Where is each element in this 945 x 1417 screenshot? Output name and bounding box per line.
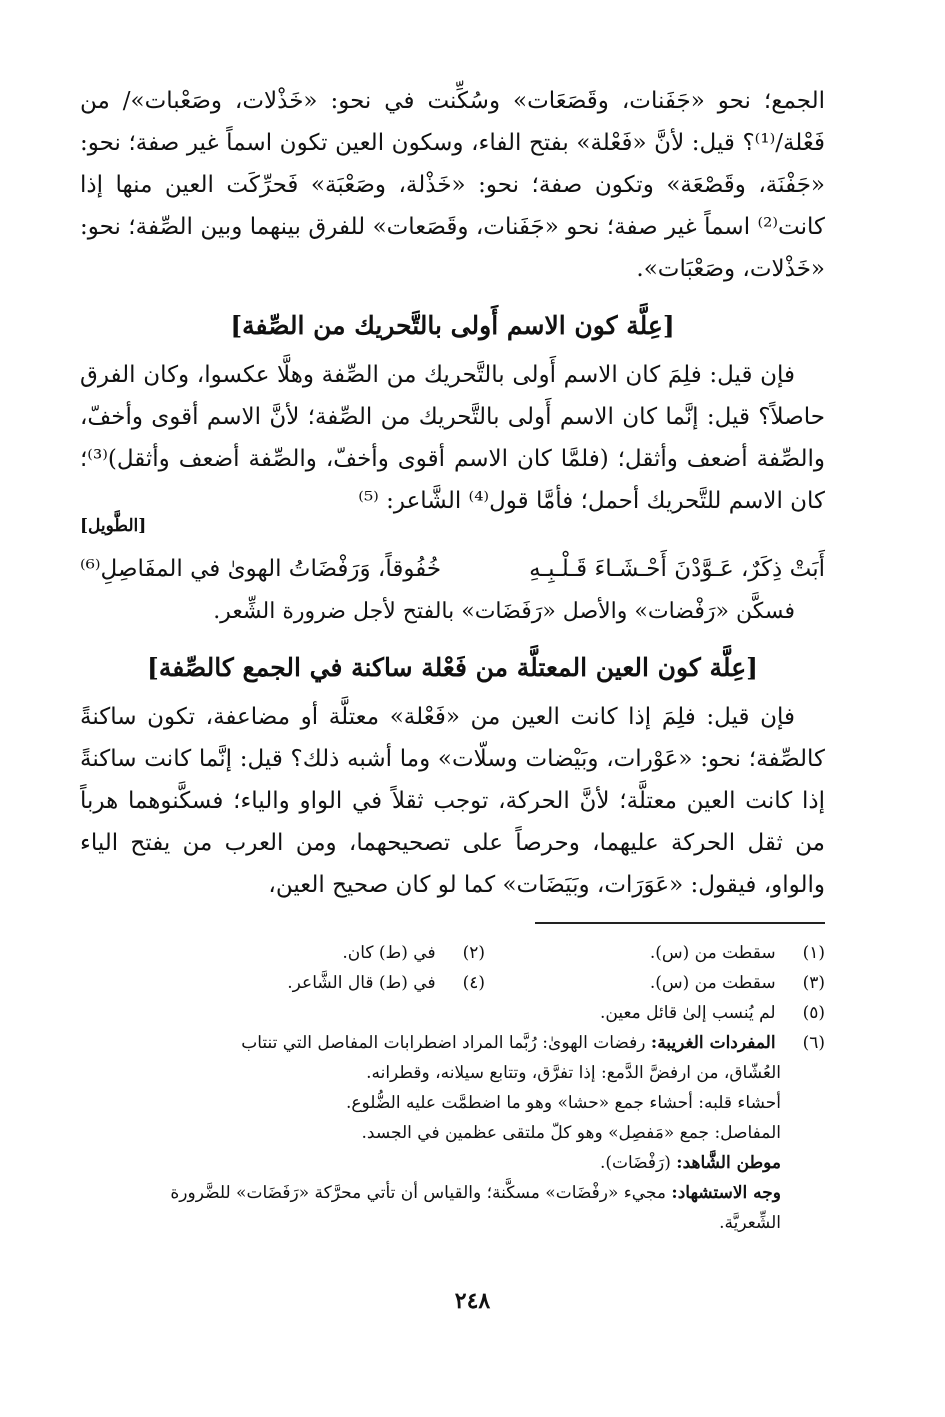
footnote-6-reason-line-2: الشِّعريَّة.	[719, 1213, 781, 1233]
witness-label: موطن الشَّاهد:	[676, 1153, 781, 1173]
footnote-3	[485, 968, 825, 998]
footnote-6-line-3: أحشاء قلبه: أحشاء جمع «حشا» وهو ما اضطمَّت عليه الضُّلوع.	[345, 1093, 781, 1113]
paragraph-2	[80, 354, 825, 522]
section-heading-1: [عِلَّة كون الاسم أَولى بالتَّحريك من الصِّفة]	[230, 311, 675, 340]
footnote-1	[485, 938, 825, 968]
reason-label: وجه الاستشهاد:	[671, 1183, 781, 1203]
footnote-text: رفضات الهوىٰ: رُبَّما المراد اضطرابات المفاصل التي تنتاب	[241, 1033, 646, 1053]
footnote-text: سقطت من (س).	[649, 943, 776, 963]
paragraph-3: فسكَّن «رَفْضات» والأصل «رَفَضَات» بالفتح لأجل ضرورة الشِّعر.	[213, 599, 795, 624]
verse-first-half: أَبَتْ ذِكَرٌ، عَـوَّدْنَ أَحْـشَـاءَ قَـلْـبِـهِ	[529, 556, 825, 582]
footnote-text: سقطت من (س).	[649, 973, 776, 993]
reason-text: مجيء «رفْضَات» مسكَّنة؛ والقياس أن تأتي محرَّكة «رَفَضَات» للضَّرورة	[170, 1183, 667, 1203]
footnote-number: (٤)	[462, 973, 485, 993]
footnote-6	[80, 1028, 825, 1238]
footnote-5	[80, 998, 825, 1028]
footnote-text: في (ط) قال الشَّاعر.	[287, 973, 436, 993]
footnote-label: المفردات الغريبة:	[650, 1033, 776, 1053]
footnote-number: (٥)	[802, 1003, 825, 1023]
footnote-number: (١)	[802, 943, 825, 963]
footnote-number: (٢)	[462, 943, 485, 963]
paragraph-4	[80, 696, 825, 906]
footnote-6-reason	[80, 1178, 825, 1208]
paragraph-1: الجمع؛ نحو «جَفَنات، وقَصَعَات» وسُكِّنت في نحو: «خَذْلات، وصَعْبات»/ من فَعْلة/⁽¹⁾؟ قيل: لأنَّ «فَعْلة» بفتح الفاء، وسكون العين تكون اسماً غير صفة؛ نحو: «جَفْنَة، وقَصْعَة» وتكون صفة؛ نحو: «خَذْلة، وصَعْبَة» فَحرِّكَت العين منها إذا كانت⁽²⁾ اسماً غير صفة؛ نحو «جَفَنات، وقَصَعات» للفرق بينهما وبين الصِّفة؛ نحو: «خَذْلات، وصَعْبَات».	[80, 88, 825, 282]
poetic-meter-label: [الطَّويل]	[80, 516, 147, 536]
paragraph-4-text: فإن قيل: فلِمَ إذا كانت العين من «فَعْلة» معتلَّة أو مضاعفة، تكون ساكنةً كالصِّفة؛ نحو: «عَوْرات، وبَيْضات وسلّات» وما أشبه ذلك؟ قيل: إنَّما كانت ساكنةً إذا كانت العين معتلَّة؛ لأنَّ الحركة، توجب ثقلاً في الواو والياء؛ فسكَّنوهما هرباً من ثقل الحركة عليهما، وحرصاً على تصحيحهما، ومن العرب من يفتح الياء والواو، فيقول: «عَوَرَات، وبَيَضَات» كما لو كان صحيح العين،	[80, 704, 825, 898]
footnote-text: في (ط) كان.	[342, 943, 436, 963]
footnote-separator	[535, 922, 825, 924]
meter-row	[80, 516, 825, 542]
footnotes-grid	[80, 938, 825, 998]
verse-second-half: خُفُوقاً، وَرَفْضَاتُ الهوىٰ في المفَاصِلِ⁽⁶⁾	[80, 556, 442, 582]
footnote-number: (٦)	[802, 1033, 825, 1053]
paragraph-2-text: فإن قيل: فلِمَ كان الاسم أَولى بالتَّحريك من الصِّفة وهلَّا عكسوا، وكان الفرق حاصلاً؟ قيل: إنَّما كان الاسم أَولى بالتَّحريك من الصِّفة؛ لأنَّ الاسم أقوى وأخفّ، والصِّفة أضعف وأثقل؛ (فلمَّا كان الاسم أقوى وأخفّ، والصِّفة أضعف وأثقل)⁽³⁾؛ كان الاسم للتَّحريك أحمل؛ فأمَّا قول⁽⁴⁾ الشَّاعر: ⁽⁵⁾	[80, 362, 825, 514]
page-number: ٢٤٨	[454, 1288, 491, 1314]
footnote-6-line-1	[80, 1028, 825, 1058]
footnote-4	[80, 968, 485, 998]
witness-text: (رَفْضَات).	[599, 1153, 671, 1173]
footnote-6-witness	[80, 1148, 825, 1178]
section-heading-2: [عِلَّة كون العين المعتلَّة من فَعْلة ساكنة في الجمع كالصِّفة]	[147, 653, 758, 682]
page-content	[80, 80, 825, 1417]
footnote-6-line-2: العُشّاق، من ارفضَّ الدَّمع: إذا تفرَّق، وتتابع سيلانه، وقطرانه.	[366, 1063, 781, 1083]
poetry-verse	[80, 546, 825, 592]
footnote-2	[80, 938, 485, 968]
footnote-number: (٣)	[802, 973, 825, 993]
footnote-6-line-4: المفاصل: جمع «مَفصِل» وهو كلّ ملتقى عظمين في الجسد.	[361, 1123, 781, 1143]
footnote-text: لم يُنسب إلىٰ قائل معين.	[599, 1003, 776, 1023]
